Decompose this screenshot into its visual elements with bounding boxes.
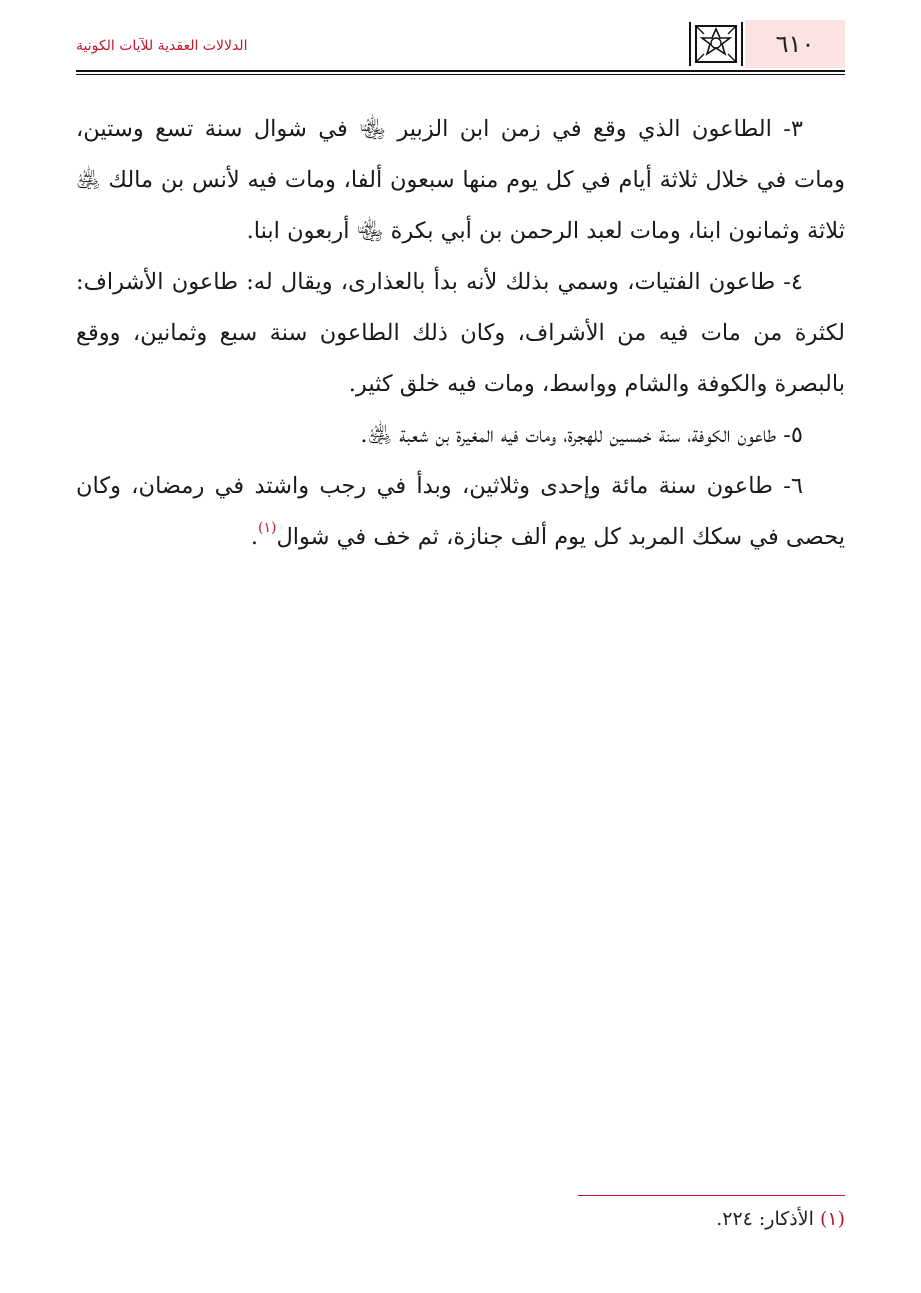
footnote-divider (578, 1195, 845, 1196)
footnote-reference[interactable]: (١) (257, 520, 277, 536)
paragraph-5: ٥- طاعون الكوفة، سنة خمسين للهجرة، ومات فيه المغيرة بن شعبة ﵁. (360, 422, 803, 448)
book-title: الدلالات العقدية للآيات الكونية (76, 38, 248, 54)
paragraph-3: ٣- الطاعون الذي وقع في زمن ابن الزبير ﵄ في شوال سنة تسع وستين، ومات في خلال ثلاثة أيام في كل يوم منها سبعون ألفا، ومات فيه لأنس بن مالك ﵁ ثلاثة وثمانون ابنا، ومات لعبد الرحمن بن أبي بكرة ﵄ أربعون ابنا. (76, 116, 845, 244)
paragraph-6 (76, 461, 845, 563)
footnote (716, 1208, 845, 1230)
main-text (76, 104, 845, 563)
footnote-number: (١) (819, 1208, 845, 1230)
footnote-text: الأذكار: ٢٢٤. (716, 1208, 814, 1230)
geometric-star-ornament-icon (689, 22, 743, 66)
page-number: ٦١٠ (745, 20, 845, 68)
page-header (76, 20, 845, 76)
paragraph-6-text: ٦- طاعون سنة مائة وإحدى وثلاثين، وبدأ في رجب واشتد في رمضان، وكان يحصى في سكك المربد كل يوم ألف جنازة، ثم خف في شوال (76, 473, 845, 550)
header-rule (76, 70, 845, 75)
paragraph-4: ٤- طاعون الفتيات، وسمي بذلك لأنه بدأ بالعذارى، ويقال له: طاعون الأشراف: لكثرة من مات فيه من الأشراف، وكان ذلك الطاعون سنة سبع وثمانين، ووقع بالبصرة والكوفة والشام وواسط، ومات فيه خلق كثير. (76, 269, 845, 397)
paragraph-6-ending: . (250, 524, 258, 550)
